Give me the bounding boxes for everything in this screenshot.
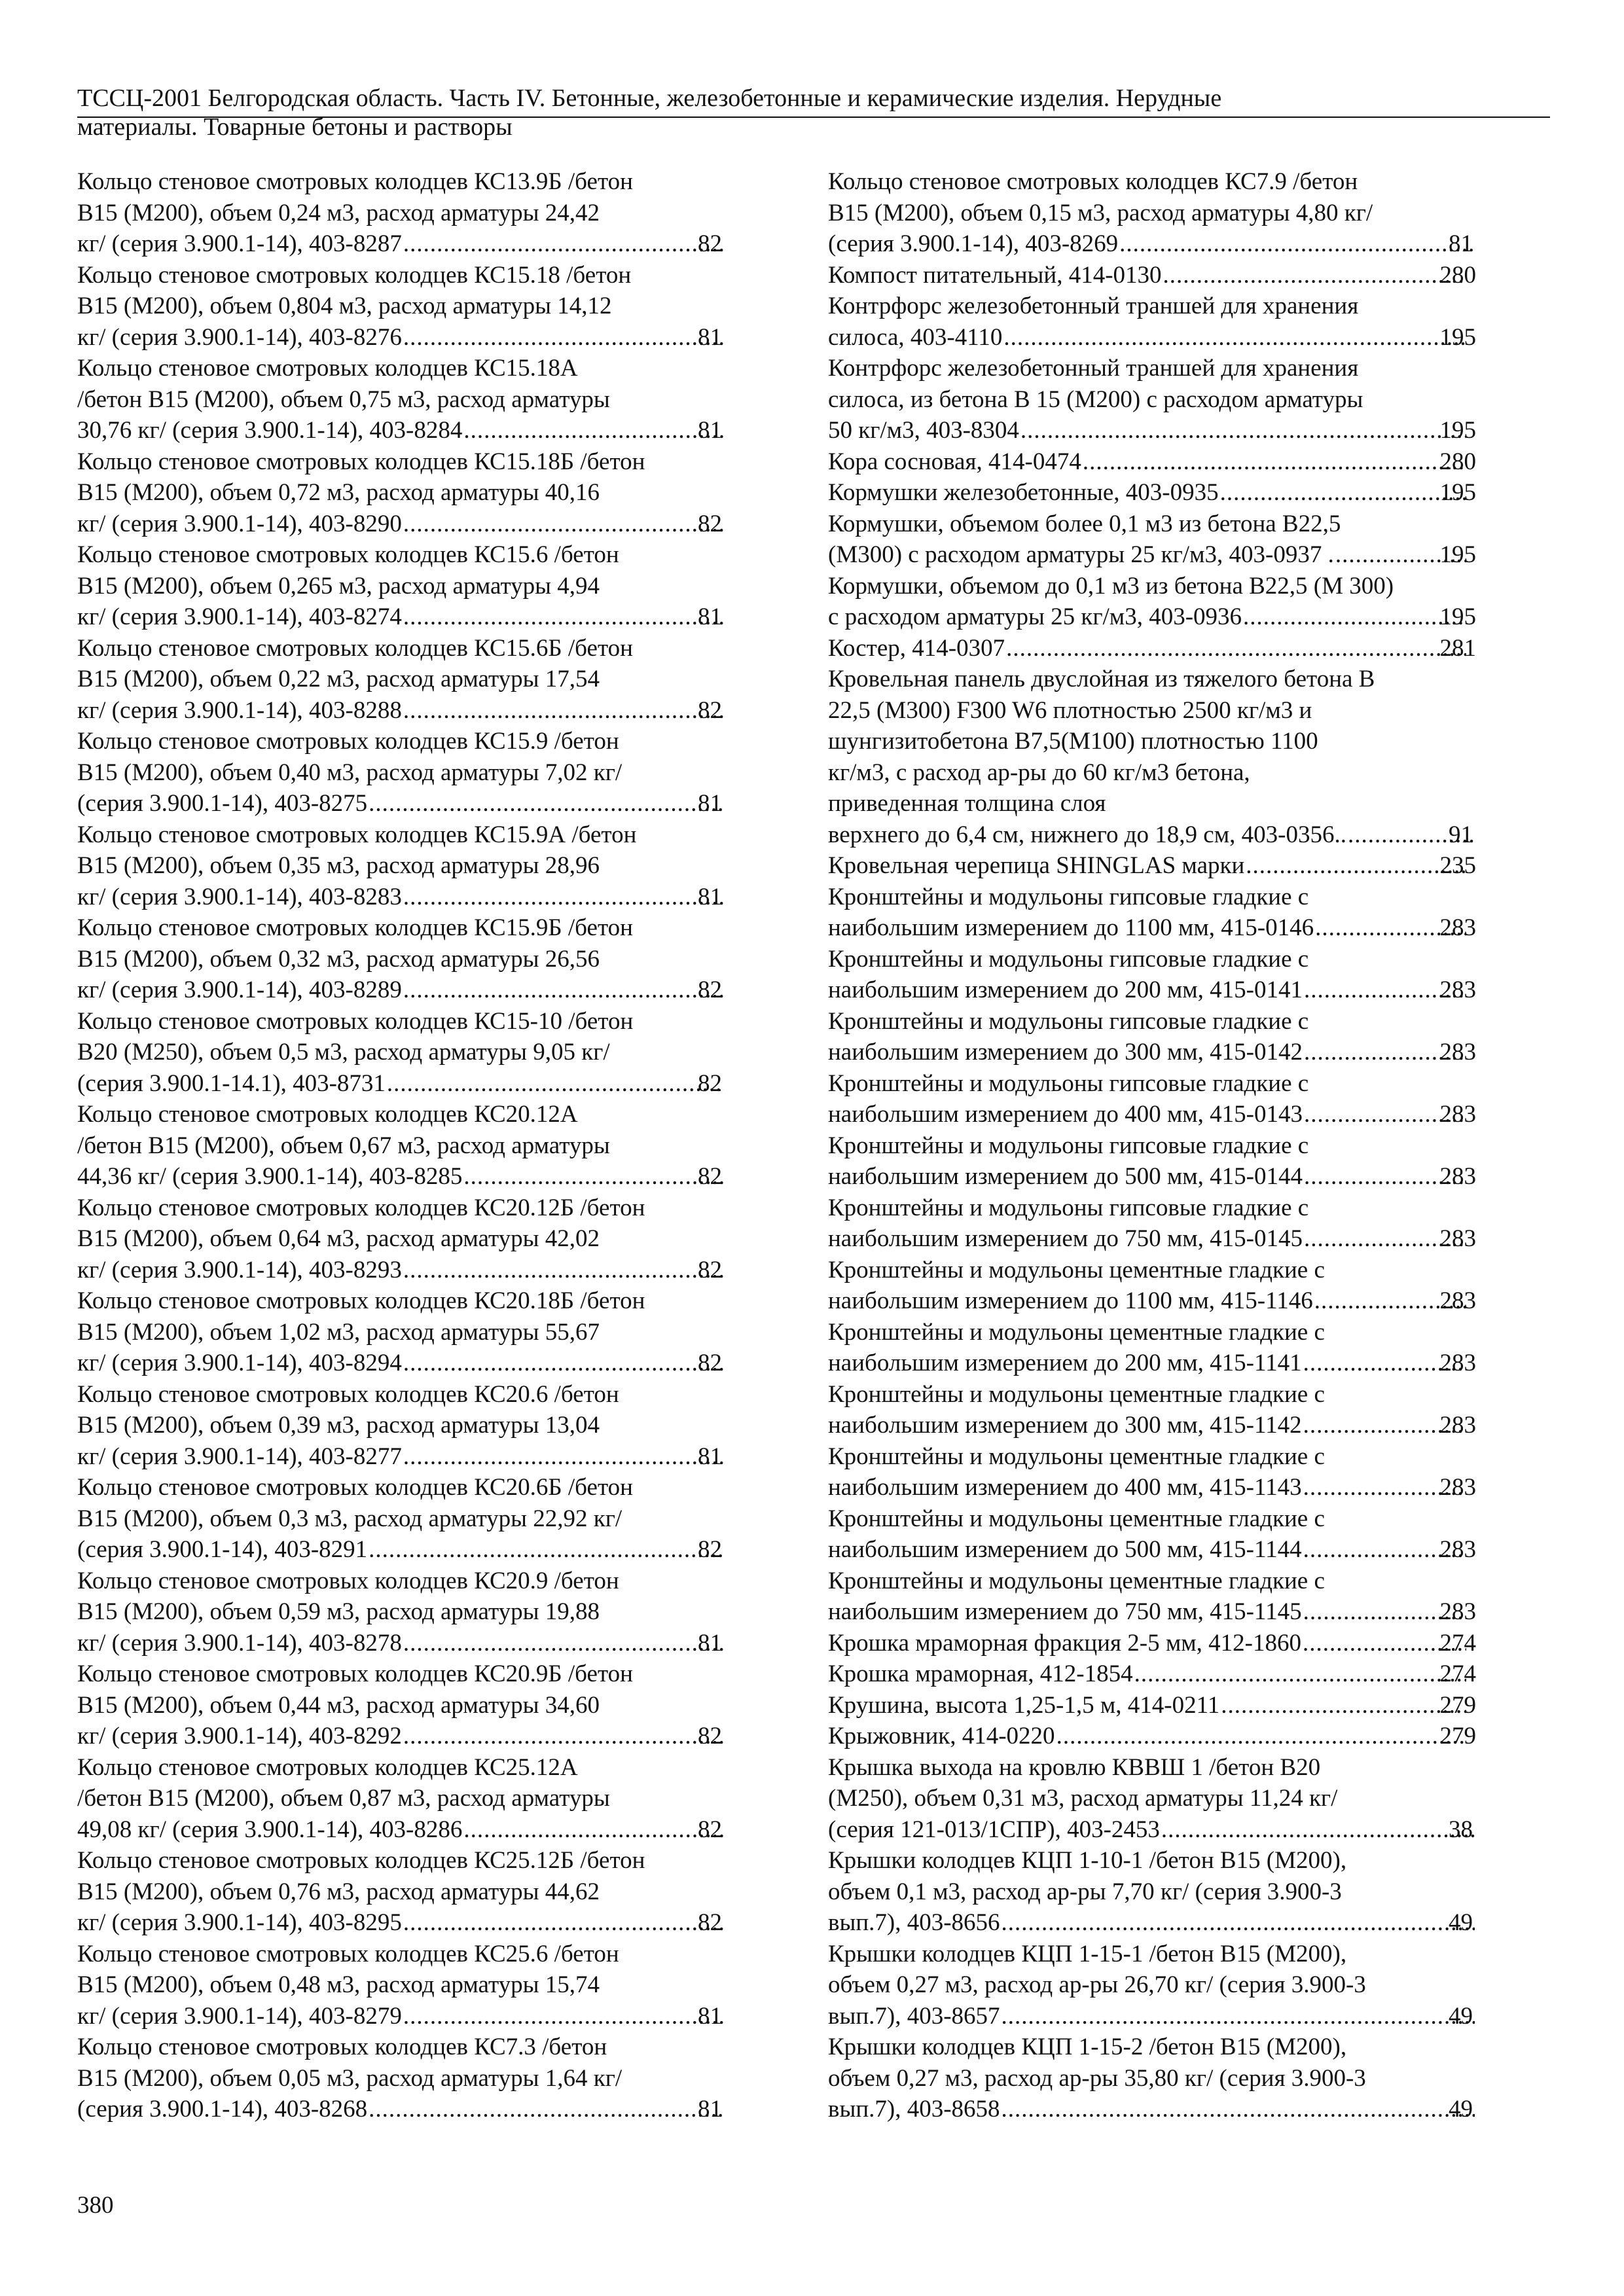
index-entry <box>828 509 1476 571</box>
entry-page-number: 195 <box>1439 479 1476 506</box>
entry-line: Кольцо стеновое смотровых колодцев КС20.9Б /бетон <box>77 1660 633 1687</box>
entry-last-line: кг/ (серия 3.900.1-14), 403-8295 ..... 82 <box>105 1907 725 1939</box>
entry-line: Кольцо стеновое смотровых колодцев КС20.6Б /бетон <box>77 1474 633 1501</box>
entry-last-line <box>828 1534 1476 1566</box>
index-entry <box>828 1845 1476 1939</box>
entry-line: объем 0,27 м3, расход ар-ры 26,70 кг/ (серия 3.900-3 <box>828 1971 1366 1998</box>
index-entry <box>77 166 725 260</box>
index-entry <box>828 1628 1476 1659</box>
entry-last-line <box>828 1223 1476 1255</box>
entry-line: Кронштейны и модульоны гипсовые гладкие с <box>828 883 1309 910</box>
dot-leader <box>403 601 724 633</box>
entry-page-number: 274 <box>1439 1660 1476 1687</box>
index-entry <box>77 1285 725 1379</box>
entry-line: Крыжовник, 414-0220 <box>828 1723 1055 1749</box>
index-entry <box>77 1193 725 1286</box>
dot-leader <box>1001 1907 1475 1939</box>
entry-line: /бетон B15 (M200), объем 0,67 м3, расход арматуры <box>77 1132 610 1159</box>
index-entry <box>77 260 725 353</box>
entry-line: наибольшим измерением до 400 мм, 415-0143 <box>828 1101 1303 1128</box>
entry-line: Кольцо стеновое смотровых колодцев КС25.12А <box>77 1753 578 1781</box>
index-entry <box>828 944 1476 1006</box>
entry-line: Крышка выхода на кровлю КВВШ 1 /бетон В20 <box>828 1753 1321 1781</box>
entry-page-number: 195 <box>1439 323 1476 351</box>
entry-line: Кронштейны и модульоны цементные гладкие с <box>828 1256 1325 1283</box>
entry-line: (серия 3.900.1-14), 403-8269 <box>828 230 1119 257</box>
entry-page-number: 195 <box>1439 603 1476 630</box>
entry-last-line: 30,76 кг/ (серия 3.900.1-14), 403-8284 ..... 81 <box>105 415 725 446</box>
entry-line: Кольцо стеновое смотровых колодцев КС20.18Б /бетон <box>77 1287 645 1314</box>
dot-leader <box>403 1628 724 1659</box>
dot-leader <box>1001 2094 1475 2125</box>
index-entry <box>77 446 725 540</box>
entry-last-line <box>828 1596 1476 1628</box>
entry-line: /бетон B15 (M200), объем 0,87 м3, расход арматуры <box>77 1785 610 1812</box>
entry-line: кг/ (серия 3.900.1-14), 403-8274 <box>77 603 402 630</box>
entry-line: Кронштейны и модульоны цементные гладкие с <box>828 1380 1325 1408</box>
index-entry <box>828 571 1476 633</box>
index-entry <box>77 1379 725 1473</box>
entry-line: Кольцо стеновое смотровых колодцев КС15.6 /бетон <box>77 541 619 568</box>
entry-line: Кольцо стеновое смотровых колодцев КС15.9А /бетон <box>77 821 637 848</box>
entry-line: наибольшим измерением до 750 мм, 415-1145 <box>828 1598 1302 1625</box>
entry-line: Кольцо стеновое смотровых колодцев КС15.18 /бетон <box>77 261 632 289</box>
entry-last-line <box>828 1037 1476 1068</box>
entry-line: B15 (M200), объем 0,59 м3, расход арматуры 19,88 <box>77 1598 600 1625</box>
index-entry <box>828 1441 1476 1503</box>
entry-line: объем 0,1 м3, расход ар-ры 7,70 кг/ (серия 3.900-3 <box>828 1878 1342 1905</box>
index-entry <box>828 260 1476 291</box>
entry-line: приведенная толщина слоя <box>828 790 1106 817</box>
entry-line: Кольцо стеновое смотровых колодцев КС15.9 /бетон <box>77 728 619 755</box>
entry-line: B15 (M200), объем 0,24 м3, расход арматуры 24,42 <box>77 199 600 226</box>
entry-line: Крышки колодцев КЦП 1-15-1 /бетон B15 (M200), <box>828 1940 1347 1967</box>
entry-line: наибольшим измерением до 300 мм, 415-1142 <box>828 1412 1302 1439</box>
entry-last-line: (серия 3.900.1-14.1), 403-8731 ..... 82 <box>105 1068 725 1100</box>
entry-last-line: кг/ (серия 3.900.1-14), 403-8278 ..... 81 <box>105 1628 725 1659</box>
index-entry <box>828 1752 1476 1846</box>
entry-line: B15 (M200), объем 0,22 м3, расход арматуры 17,54 <box>77 666 600 692</box>
entry-line: B15 (M200), объем 0,64 м3, расход арматуры 42,02 <box>77 1225 600 1252</box>
entry-page-number: 274 <box>1439 1629 1476 1657</box>
header-line-2: материалы. Товарные бетоны и растворы <box>77 113 513 141</box>
entry-line: наибольшим измерением до 400 мм, 415-1143 <box>828 1474 1302 1501</box>
entry-last-line: кг/ (серия 3.900.1-14), 403-8293 ..... 82 <box>105 1255 725 1286</box>
entry-line: B15 (M200), объем 0,804 м3, расход арматуры 14,12 <box>77 293 612 319</box>
entry-last-line: кг/ (серия 3.900.1-14), 403-8294 ..... 82 <box>105 1348 725 1379</box>
entry-last-line <box>828 415 1476 446</box>
entry-page-number: 283 <box>1439 1350 1476 1376</box>
entry-line: Кольцо стеновое смотровых колодцев КС20.12А <box>77 1101 578 1128</box>
header-line-1: ТССЦ-2001 Белгородская область. Часть IV. Бетонные, железобетонные и керамические изделия. Нерудные <box>77 84 1222 112</box>
entry-page-number: 283 <box>1439 1039 1476 1066</box>
entry-last-line: верхнего до 6,4 см, нижнего до 18,9 см, 403-0356.. ..... 91 <box>856 819 1476 851</box>
entry-line: кг/ (серия 3.900.1-14), 403-8288 <box>77 696 402 724</box>
entry-last-line <box>828 601 1476 633</box>
entry-line: кг/ (серия 3.900.1-14), 403-8290 <box>77 510 402 537</box>
index-entry <box>828 664 1476 850</box>
entry-last-line <box>828 477 1476 509</box>
entry-last-line: кг/ (серия 3.900.1-14), 403-8287 ..... 82 <box>105 228 725 260</box>
dot-leader <box>1119 228 1475 260</box>
entry-line: кг/ (серия 3.900.1-14), 403-8294 <box>77 1350 402 1376</box>
entry-last-line: вып.7), 403-8657 ..... 49 <box>856 2001 1476 2032</box>
entry-line: кг/ (серия 3.900.1-14), 403-8278 <box>77 1629 402 1657</box>
entry-line: Кольцо стеновое смотровых колодцев КС20.9 /бетон <box>77 1567 619 1594</box>
dot-leader <box>403 1348 724 1379</box>
entry-line: Крушина, высота 1,25-1,5 м, 414-0211 <box>828 1691 1220 1719</box>
index-entry <box>77 1566 725 1659</box>
entry-line: B15 (M200), объем 0,265 м3, расход арматуры 4,94 <box>77 572 600 600</box>
entry-line: Костер, 414-0307 <box>828 634 1005 662</box>
entry-page-number: 279 <box>1439 1723 1476 1749</box>
entry-line: Кольцо стеновое смотровых колодцев КС15.6Б /бетон <box>77 634 633 662</box>
entry-line: кг/ (серия 3.900.1-14), 403-8279 <box>77 2002 402 2030</box>
entry-line: верхнего до 6,4 см, нижнего до 18,9 см, 403-0356.. <box>828 821 1346 848</box>
page-number: 380 <box>77 2192 114 2219</box>
entry-line: кг/ (серия 3.900.1-14), 403-8277 <box>77 1443 402 1470</box>
dot-leader <box>1220 477 1466 509</box>
dot-leader <box>369 788 724 819</box>
entry-last-line <box>828 1410 1476 1441</box>
dot-leader <box>403 1907 724 1939</box>
dot-leader <box>1001 2001 1475 2032</box>
entry-last-line: (серия 3.900.1-14), 403-8269 ..... 81 <box>856 228 1476 260</box>
dot-leader <box>463 1161 724 1193</box>
entry-line: Кронштейны и модульоны гипсовые гладкие с <box>828 1007 1309 1035</box>
entry-line: наибольшим измерением до 750 мм, 415-0145 <box>828 1225 1303 1252</box>
index-entry <box>828 446 1476 478</box>
entry-page-number: 279 <box>1439 1691 1476 1719</box>
index-entry <box>828 633 1476 664</box>
entry-line: Кормушки железобетонные, 403-0935 <box>828 479 1219 506</box>
index-entry <box>828 291 1476 353</box>
entry-last-line: кг/ (серия 3.900.1-14), 403-8283 ..... 81 <box>105 882 725 913</box>
entry-last-line: кг/ (серия 3.900.1-14), 403-8279 ..... 81 <box>105 2001 725 2032</box>
entry-line: B15 (M200), объем 0,15 м3, расход арматуры 4,80 кг/ <box>828 199 1373 226</box>
entry-line: Кровельная панель двуслойная из тяжелого бетона В <box>828 666 1375 692</box>
entry-line: наибольшим измерением до 200 мм, 415-0141 <box>828 977 1303 1003</box>
entry-line: Кольцо стеновое смотровых колодцев КС15.9Б /бетон <box>77 914 633 941</box>
entry-line: B15 (M200), объем 1,02 м3, расход арматуры 55,67 <box>77 1318 600 1346</box>
index-entry <box>77 2032 725 2125</box>
entry-page-number: 281 <box>1439 634 1476 662</box>
entry-line: Кронштейны и модульоны гипсовые гладкие с <box>828 945 1309 973</box>
entry-last-line: (серия 121-013/1СПР), 403-2453 ..... 38 <box>856 1814 1476 1846</box>
entry-line: 50 кг/м3, 403-8304 <box>828 417 1019 444</box>
entry-line: (серия 3.900.1-14), 403-8275 <box>77 790 368 817</box>
index-entry <box>828 1317 1476 1379</box>
entry-line: наибольшим измерением до 200 мм, 415-1141 <box>828 1350 1302 1376</box>
entry-line: Кольцо стеновое смотровых колодцев КС20.12Б /бетон <box>77 1194 645 1221</box>
entry-line: кг/ (серия 3.900.1-14), 403-8287 <box>77 230 402 257</box>
running-header <box>77 84 1550 141</box>
entry-line: B15 (M200), объем 0,35 м3, расход арматуры 28,96 <box>77 852 600 879</box>
entry-line: Крошка мраморная фракция 2-5 мм, 412-1860 <box>828 1629 1301 1657</box>
dot-leader <box>403 509 724 540</box>
entry-line: Кольцо стеновое смотровых колодцев КС20.6 /бетон <box>77 1380 619 1408</box>
entry-last-line: кг/ (серия 3.900.1-14), 403-8277 ..... 81 <box>105 1441 725 1473</box>
dot-leader <box>403 1255 724 1286</box>
entry-last-line <box>828 975 1476 1006</box>
index-entry <box>77 1845 725 1939</box>
index-entry <box>828 1721 1476 1752</box>
entry-last-line <box>828 446 1476 478</box>
entry-last-line: вып.7), 403-8658 ..... 49 <box>856 2094 1476 2125</box>
entry-last-line <box>828 539 1476 571</box>
entry-line: вып.7), 403-8656 <box>828 1909 1000 1936</box>
entry-last-line <box>828 1348 1476 1379</box>
dot-leader <box>1020 415 1466 446</box>
entry-last-line <box>828 850 1476 882</box>
dot-leader <box>1163 260 1466 291</box>
entry-line: вып.7), 403-8658 <box>828 2096 1000 2123</box>
entry-line: кг/ (серия 3.900.1-14), 403-8292 <box>77 1723 402 1749</box>
dot-leader <box>1246 850 1466 882</box>
dot-leader <box>1243 601 1466 633</box>
index-entry <box>77 912 725 1006</box>
entry-line: кг/ (серия 3.900.1-14), 403-8276 <box>77 323 402 351</box>
entry-last-line <box>828 1721 1476 1752</box>
entry-line: Кольцо стеновое смотровых колодцев КС15-10 /бетон <box>77 1007 634 1035</box>
dot-leader <box>1161 1814 1475 1846</box>
index-entry <box>77 1752 725 1846</box>
entry-last-line: вып.7), 403-8656 ..... 49 <box>856 1907 1476 1939</box>
entry-line: Кольцо стеновое смотровых колодцев КС25.12Б /бетон <box>77 1847 645 1874</box>
entry-line: Кольцо стеновое смотровых колодцев КС7.3 /бетон <box>77 2034 607 2060</box>
entry-last-line <box>828 1099 1476 1130</box>
entry-line: Кронштейны и модульоны гипсовые гладкие с <box>828 1194 1309 1221</box>
entry-page-number: 195 <box>1439 417 1476 444</box>
dot-leader <box>1134 1659 1466 1690</box>
entry-line: B15 (M200), объем 0,72 м3, расход арматуры 40,16 <box>77 479 600 506</box>
dot-leader <box>463 1814 724 1846</box>
entry-page-number: 283 <box>1439 1287 1476 1314</box>
entry-last-line: 49,08 кг/ (серия 3.900.1-14), 403-8286 ..... 82 <box>105 1814 725 1846</box>
entry-last-line: 44,36 кг/ (серия 3.900.1-14), 403-8285 ..... 82 <box>105 1161 725 1193</box>
entry-last-line: (серия 3.900.1-14), 403-8291 ..... 82 <box>105 1534 725 1566</box>
entry-line: B15 (M200), объем 0,44 м3, расход арматуры 34,60 <box>77 1691 600 1719</box>
index-entry <box>77 1939 725 2032</box>
entry-page-number: 283 <box>1439 1101 1476 1128</box>
entry-last-line <box>828 1472 1476 1503</box>
index-entry <box>828 1068 1476 1130</box>
entry-line: наибольшим измерением до 1100 мм, 415-0146 <box>828 914 1314 941</box>
dot-leader <box>387 1068 724 1100</box>
dot-leader <box>403 1441 724 1473</box>
entry-page-number: 283 <box>1439 1163 1476 1190</box>
entry-line: Кольцо стеновое смотровых колодцев КС7.9 /бетон <box>828 168 1358 195</box>
entry-line: B15 (M200), объем 0,40 м3, расход арматуры 7,02 кг/ <box>77 759 623 786</box>
index-entry <box>828 1566 1476 1628</box>
entry-line: наибольшим измерением до 500 мм, 415-1144 <box>828 1536 1302 1563</box>
index-entry <box>828 1193 1476 1255</box>
entry-line: Крышки колодцев КЦП 1-10-1 /бетон B15 (M200), <box>828 1847 1347 1874</box>
index-entry <box>828 477 1476 509</box>
entry-page-number: 195 <box>1439 541 1476 568</box>
entry-last-line <box>828 1659 1476 1690</box>
dot-leader <box>369 1534 724 1566</box>
index-entry <box>77 1472 725 1566</box>
entry-page-number: 235 <box>1439 852 1476 879</box>
entry-line: B15 (M200), объем 0,76 м3, расход арматуры 44,62 <box>77 1878 600 1905</box>
entry-line: Крышки колодцев КЦП 1-15-2 /бетон B15 (M200), <box>828 2034 1347 2060</box>
entry-line: Контрфорс железобетонный траншей для хранения <box>828 355 1359 382</box>
entry-last-line <box>828 1690 1476 1721</box>
entry-line: (серия 3.900.1-14), 403-8291 <box>77 1536 368 1563</box>
entry-line: Кронштейны и модульоны цементные гладкие с <box>828 1567 1325 1594</box>
entry-line: с расходом арматуры 25 кг/м3, 403-0936 <box>828 603 1242 630</box>
entry-line: Кормушки, объемом более 0,1 м3 из бетона В22,5 <box>828 510 1341 537</box>
entry-line: кг/ (серия 3.900.1-14), 403-8293 <box>77 1256 402 1283</box>
entry-line: вып.7), 403-8657 <box>828 2002 1000 2030</box>
dot-leader <box>403 228 724 260</box>
entry-page-number: 283 <box>1439 977 1476 1003</box>
entry-line: Кронштейны и модульоны цементные гладкие с <box>828 1505 1325 1532</box>
entry-page-number: 283 <box>1439 1474 1476 1501</box>
entry-line: (М300) с расходом арматуры 25 кг/м3, 403-0937 . <box>828 541 1334 568</box>
entry-line: Кольцо стеновое смотровых колодцев КС25.6 /бетон <box>77 1940 619 1967</box>
entry-line: (серия 121-013/1СПР), 403-2453 <box>828 1816 1160 1843</box>
entry-last-line: кг/ (серия 3.900.1-14), 403-8289 ..... 82 <box>105 975 725 1006</box>
entry-line: Кровельная черепица SHINGLAS марки <box>828 852 1245 879</box>
header-rule <box>77 117 1550 118</box>
index-entry <box>828 1255 1476 1317</box>
index-entry <box>828 1006 1476 1068</box>
index-entry <box>77 1099 725 1193</box>
entry-line: B15 (M200), объем 0,32 м3, расход арматуры 26,56 <box>77 945 600 973</box>
entry-line: кг/ (серия 3.900.1-14), 403-8295 <box>77 1909 402 1936</box>
entry-line: B15 (M200), объем 0,05 м3, расход арматуры 1,64 кг/ <box>77 2064 623 2092</box>
dot-leader <box>1003 322 1466 353</box>
entry-last-line: (серия 3.900.1-14), 403-8268 ..... 81 <box>105 2094 725 2125</box>
entry-line: B15 (M200), объем 0,39 м3, расход арматуры 13,04 <box>77 1412 600 1439</box>
index-entry <box>828 353 1476 446</box>
index-entry <box>828 2032 1476 2125</box>
entry-line: B15 (M200), объем 0,48 м3, расход арматуры 15,74 <box>77 1971 600 1998</box>
index-entry <box>77 1659 725 1752</box>
index-entry <box>828 1939 1476 2032</box>
entry-last-line: кг/ (серия 3.900.1-14), 403-8274 ..... 81 <box>105 601 725 633</box>
dot-leader <box>463 415 724 446</box>
index-entry <box>828 850 1476 882</box>
dot-leader <box>403 882 724 913</box>
entry-line: Кронштейны и модульоны гипсовые гладкие с <box>828 1069 1309 1097</box>
entry-line: кг/ (серия 3.900.1-14), 403-8283 <box>77 883 402 910</box>
dot-leader <box>1006 633 1466 664</box>
index-entry <box>828 1379 1476 1441</box>
entry-page-number: 283 <box>1439 1412 1476 1439</box>
dot-leader <box>403 975 724 1006</box>
entry-line: наибольшим измерением до 300 мм, 415-0142 <box>828 1039 1303 1066</box>
index-entry <box>828 1690 1476 1721</box>
entry-line: Крошка мраморная, 412-1854 <box>828 1660 1133 1687</box>
entry-line: B15 (M200), объем 0,3 м3, расход арматуры 22,92 кг/ <box>77 1505 623 1532</box>
index-entry <box>828 1659 1476 1690</box>
entry-line: 49,08 кг/ (серия 3.900.1-14), 403-8286 <box>77 1816 463 1843</box>
entry-line: Кормушки, объемом до 0,1 м3 из бетона В22,5 (М 300) <box>828 572 1394 600</box>
entry-page-number: 283 <box>1439 1598 1476 1625</box>
entry-line: силоса, из бетона В 15 (М200) с расходом арматуры <box>828 386 1363 413</box>
entry-line: 44,36 кг/ (серия 3.900.1-14), 403-8285 <box>77 1163 463 1190</box>
entry-line: Кольцо стеновое смотровых колодцев КС13.9Б /бетон <box>77 168 633 195</box>
entry-line: (M250), объем 0,31 м3, расход арматуры 11,24 кг/ <box>828 1785 1338 1812</box>
entry-last-line: кг/ (серия 3.900.1-14), 403-8276 ..... 81 <box>105 322 725 353</box>
entry-line: 30,76 кг/ (серия 3.900.1-14), 403-8284 <box>77 417 463 444</box>
entry-page-number: 283 <box>1439 914 1476 941</box>
entry-last-line <box>828 1285 1476 1317</box>
entry-page-number: 280 <box>1439 261 1476 289</box>
dot-leader <box>403 322 724 353</box>
entry-line: Кронштейны и модульоны цементные гладкие с <box>828 1318 1325 1346</box>
entry-line: Контрфорс железобетонный траншей для хранения <box>828 293 1359 319</box>
entry-line: шунгизитобетона В7,5(М100) плотностью 1100 <box>828 728 1318 755</box>
entry-line: наибольшим измерением до 500 мм, 415-0144 <box>828 1163 1303 1190</box>
index-entry <box>828 1503 1476 1566</box>
entry-line: Кольцо стеновое смотровых колодцев КС15.18А <box>77 355 578 382</box>
index-entry <box>77 726 725 819</box>
entry-last-line <box>828 322 1476 353</box>
entry-line: B20 (M250), объем 0,5 м3, расход арматуры 9,05 кг/ <box>77 1039 610 1066</box>
index-entry <box>828 1130 1476 1193</box>
entry-page-number: 283 <box>1439 1536 1476 1563</box>
dot-leader <box>403 695 724 726</box>
entry-page-number: 280 <box>1439 448 1476 475</box>
entry-last-line: кг/ (серия 3.900.1-14), 403-8290 ..... 82 <box>105 509 725 540</box>
entry-line: Кронштейны и модульоны цементные гладкие с <box>828 1443 1325 1470</box>
entry-line: Кронштейны и модульоны гипсовые гладкие с <box>828 1132 1309 1159</box>
left-index-column <box>77 166 725 2125</box>
dot-leader <box>1221 1690 1466 1721</box>
dot-leader <box>1056 1721 1466 1752</box>
index-entry <box>828 882 1476 944</box>
entry-line: (серия 3.900.1-14.1), 403-8731 <box>77 1069 386 1097</box>
entry-last-line <box>828 1161 1476 1193</box>
entry-last-line <box>828 912 1476 944</box>
entry-last-line <box>828 1628 1476 1659</box>
dot-leader <box>1083 446 1466 478</box>
dot-leader <box>403 2001 724 2032</box>
entry-last-line: (серия 3.900.1-14), 403-8275 ..... 81 <box>105 788 725 819</box>
entry-last-line <box>828 633 1476 664</box>
index-entry <box>828 166 1476 260</box>
entry-line: кг/м3, с расход ар-ры до 60 кг/м3 бетона, <box>828 759 1250 786</box>
dot-leader <box>403 1721 724 1752</box>
entry-line: наибольшим измерением до 1100 мм, 415-1146 <box>828 1287 1313 1314</box>
index-entry <box>77 353 725 446</box>
dot-leader <box>369 2094 724 2125</box>
entry-line: (серия 3.900.1-14), 403-8268 <box>77 2096 368 2123</box>
entry-last-line <box>828 260 1476 291</box>
index-entry <box>77 819 725 913</box>
entry-line: /бетон B15 (M200), объем 0,75 м3, расход арматуры <box>77 386 610 413</box>
index-entry <box>77 1006 725 1100</box>
entry-line: Кольцо стеновое смотровых колодцев КС15.18Б /бетон <box>77 448 645 475</box>
entry-last-line: кг/ (серия 3.900.1-14), 403-8288 ..... 82 <box>105 695 725 726</box>
entry-line: Компост питательный, 414-0130 <box>828 261 1162 289</box>
index-entry <box>77 539 725 633</box>
right-index-column <box>828 166 1476 2125</box>
entry-line: кг/ (серия 3.900.1-14), 403-8289 <box>77 977 402 1003</box>
index-entry <box>77 633 725 726</box>
entry-line: Кора сосновая, 414-0474 <box>828 448 1081 475</box>
entry-line: силоса, 403-4110 <box>828 323 1003 351</box>
entry-page-number: 283 <box>1439 1225 1476 1252</box>
entry-line: 22,5 (М300) F300 W6 плотностью 2500 кг/м3 и <box>828 696 1312 724</box>
entry-line: объем 0,27 м3, расход ар-ры 35,80 кг/ (серия 3.900-3 <box>828 2064 1366 2092</box>
entry-last-line: кг/ (серия 3.900.1-14), 403-8292 ..... 82 <box>105 1721 725 1752</box>
